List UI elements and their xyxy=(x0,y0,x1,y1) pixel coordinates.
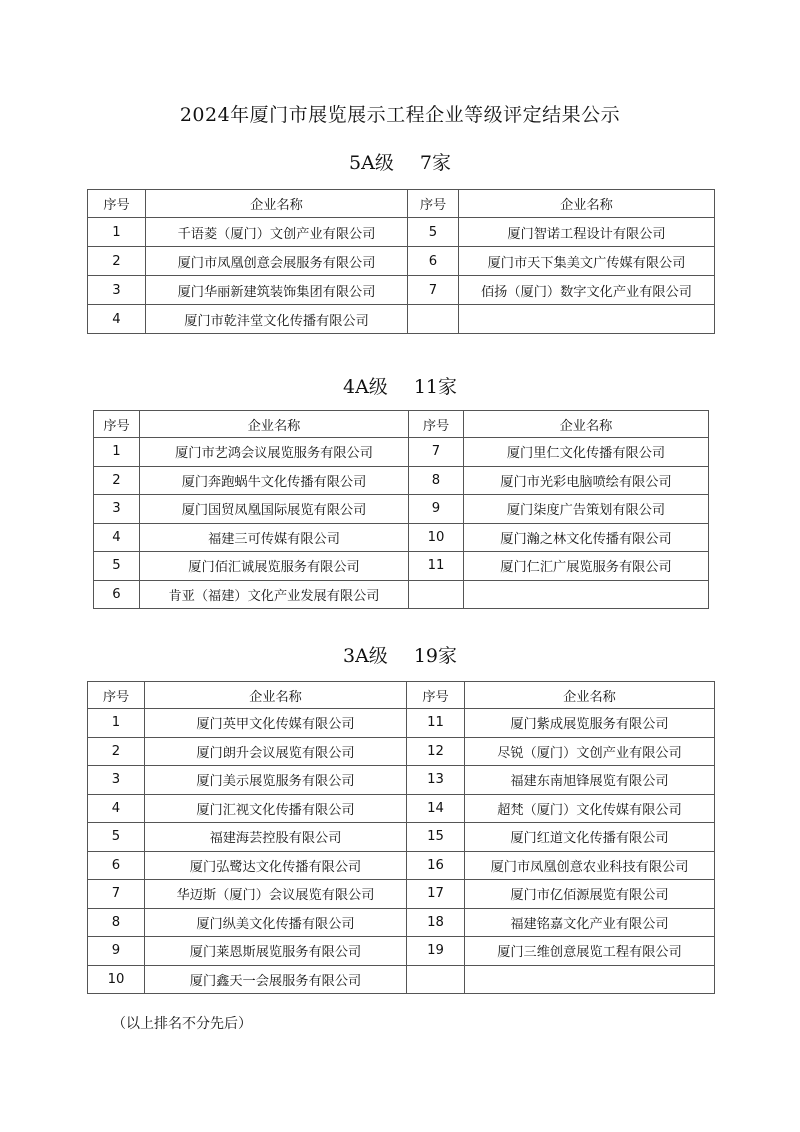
table-row xyxy=(88,276,715,305)
row-number: 3 xyxy=(88,766,145,795)
row-number: 8 xyxy=(88,908,145,937)
company-name: 厦门市乾沣堂文化传播有限公司 xyxy=(146,305,408,334)
empty-cell xyxy=(409,580,464,609)
row-number: 6 xyxy=(408,247,459,276)
row-number: 12 xyxy=(407,737,465,766)
grade-count: 11家 xyxy=(413,376,457,398)
company-table-5a xyxy=(87,189,715,334)
company-name: 厦门柒度广告策划有限公司 xyxy=(464,495,709,524)
company-name: 肯亚（福建）文化产业发展有限公司 xyxy=(140,580,409,609)
row-number: 5 xyxy=(88,823,145,852)
company-name: 厦门奔跑蜗牛文化传播有限公司 xyxy=(140,466,409,495)
row-number: 1 xyxy=(94,438,140,467)
header-no: 序号 xyxy=(88,190,146,218)
header-name: 企业名称 xyxy=(146,190,408,218)
grade-count: 19家 xyxy=(413,645,457,667)
company-name: 厦门华丽新建筑装饰集团有限公司 xyxy=(146,276,408,305)
header-name: 企业名称 xyxy=(459,190,715,218)
company-name: 厦门英甲文化传媒有限公司 xyxy=(145,709,407,738)
table-header-row xyxy=(94,411,709,438)
company-name: 厦门市天下集美文广传媒有限公司 xyxy=(459,247,715,276)
row-number: 10 xyxy=(409,523,464,552)
header-name: 企业名称 xyxy=(465,682,715,709)
row-number: 4 xyxy=(88,794,145,823)
row-number: 2 xyxy=(88,247,146,276)
row-number: 7 xyxy=(409,438,464,467)
company-name: 厦门鑫天一会展服务有限公司 xyxy=(145,965,407,994)
row-number: 11 xyxy=(409,552,464,581)
table-header-row xyxy=(88,682,715,709)
empty-cell xyxy=(408,305,459,334)
company-name: 厦门里仁文化传播有限公司 xyxy=(464,438,709,467)
company-name: 福建铭嘉文化产业有限公司 xyxy=(465,908,715,937)
company-name: 厦门弘鹭达文化传播有限公司 xyxy=(145,851,407,880)
company-name: 厦门美示展览服务有限公司 xyxy=(145,766,407,795)
table-row xyxy=(88,851,715,880)
header-name: 企业名称 xyxy=(464,411,709,438)
grade-label: 3A级 xyxy=(343,645,388,667)
company-name: 福建东南旭锋展览有限公司 xyxy=(465,766,715,795)
table-row xyxy=(88,965,715,994)
table-header-row xyxy=(88,190,715,218)
company-name: 佰扬（厦门）数字文化产业有限公司 xyxy=(459,276,715,305)
company-table-4a xyxy=(93,410,709,609)
company-name: 厦门三维创意展览工程有限公司 xyxy=(465,937,715,966)
table-row xyxy=(88,709,715,738)
empty-cell xyxy=(464,580,709,609)
row-number: 6 xyxy=(94,580,140,609)
company-name: 厦门国贸凤凰国际展览有限公司 xyxy=(140,495,409,524)
grade-label: 5A级 xyxy=(349,152,394,174)
company-name: 厦门朗升会议展览有限公司 xyxy=(145,737,407,766)
row-number: 13 xyxy=(407,766,465,795)
company-name: 厦门市亿佰源展览有限公司 xyxy=(465,880,715,909)
company-name: 超梵（厦门）文化传媒有限公司 xyxy=(465,794,715,823)
row-number: 7 xyxy=(88,880,145,909)
header-no: 序号 xyxy=(94,411,140,438)
row-number: 8 xyxy=(409,466,464,495)
grade-heading-4a xyxy=(0,372,800,399)
header-no: 序号 xyxy=(407,682,465,709)
row-number: 9 xyxy=(88,937,145,966)
table-row xyxy=(94,495,709,524)
table-row xyxy=(88,247,715,276)
empty-cell xyxy=(407,965,465,994)
table-row xyxy=(88,766,715,795)
row-number: 19 xyxy=(407,937,465,966)
row-number: 16 xyxy=(407,851,465,880)
row-number: 1 xyxy=(88,709,145,738)
company-name: 厦门智诺工程设计有限公司 xyxy=(459,218,715,247)
table-row xyxy=(94,523,709,552)
row-number: 4 xyxy=(94,523,140,552)
empty-cell xyxy=(459,305,715,334)
row-number: 17 xyxy=(407,880,465,909)
table-row xyxy=(88,737,715,766)
company-name: 千语菱（厦门）文创产业有限公司 xyxy=(146,218,408,247)
row-number: 6 xyxy=(88,851,145,880)
table-row xyxy=(88,218,715,247)
row-number: 3 xyxy=(94,495,140,524)
header-name: 企业名称 xyxy=(140,411,409,438)
company-name: 厦门紫成展览服务有限公司 xyxy=(465,709,715,738)
header-no: 序号 xyxy=(408,190,459,218)
company-name: 厦门市凤凰创意会展服务有限公司 xyxy=(146,247,408,276)
grade-heading-3a xyxy=(0,641,800,668)
table-row xyxy=(94,552,709,581)
page-title: 2024年厦门市展览展示工程企业等级评定结果公示 xyxy=(179,104,621,126)
table-row xyxy=(88,305,715,334)
company-table-3a xyxy=(87,681,715,994)
row-number: 10 xyxy=(88,965,145,994)
company-name: 厦门纵美文化传播有限公司 xyxy=(145,908,407,937)
row-number: 4 xyxy=(88,305,146,334)
company-name: 厦门仁汇广展览服务有限公司 xyxy=(464,552,709,581)
header-no: 序号 xyxy=(409,411,464,438)
company-name: 厦门市艺鸿会议展览服务有限公司 xyxy=(140,438,409,467)
row-number: 5 xyxy=(94,552,140,581)
table-row xyxy=(94,438,709,467)
company-name: 厦门市凤凰创意农业科技有限公司 xyxy=(465,851,715,880)
row-number: 9 xyxy=(409,495,464,524)
row-number: 2 xyxy=(88,737,145,766)
company-name: 厦门瀚之林文化传播有限公司 xyxy=(464,523,709,552)
company-name: 厦门佰汇诚展览服务有限公司 xyxy=(140,552,409,581)
header-no: 序号 xyxy=(88,682,145,709)
footnote: （以上排名不分先后） xyxy=(112,1016,252,1032)
company-name: 厦门汇视文化传播有限公司 xyxy=(145,794,407,823)
company-name: 福建海芸控股有限公司 xyxy=(145,823,407,852)
row-number: 3 xyxy=(88,276,146,305)
company-name: 厦门莱恩斯展览服务有限公司 xyxy=(145,937,407,966)
company-name: 华迈斯（厦门）会议展览有限公司 xyxy=(145,880,407,909)
row-number: 18 xyxy=(407,908,465,937)
empty-cell xyxy=(465,965,715,994)
header-name: 企业名称 xyxy=(145,682,407,709)
row-number: 15 xyxy=(407,823,465,852)
row-number: 1 xyxy=(88,218,146,247)
table-row xyxy=(94,580,709,609)
table-row xyxy=(88,937,715,966)
grade-count: 7家 xyxy=(419,152,451,174)
company-name: 厦门市光彩电脑喷绘有限公司 xyxy=(464,466,709,495)
grade-label: 4A级 xyxy=(343,376,388,398)
row-number: 14 xyxy=(407,794,465,823)
row-number: 2 xyxy=(94,466,140,495)
table-row xyxy=(94,466,709,495)
table-row xyxy=(88,880,715,909)
table-row xyxy=(88,823,715,852)
company-name: 尽锐（厦门）文创产业有限公司 xyxy=(465,737,715,766)
row-number: 11 xyxy=(407,709,465,738)
table-row xyxy=(88,794,715,823)
company-name: 厦门红道文化传播有限公司 xyxy=(465,823,715,852)
row-number: 5 xyxy=(408,218,459,247)
company-name: 福建三可传媒有限公司 xyxy=(140,523,409,552)
row-number: 7 xyxy=(408,276,459,305)
table-row xyxy=(88,908,715,937)
grade-heading-5a xyxy=(0,148,800,175)
